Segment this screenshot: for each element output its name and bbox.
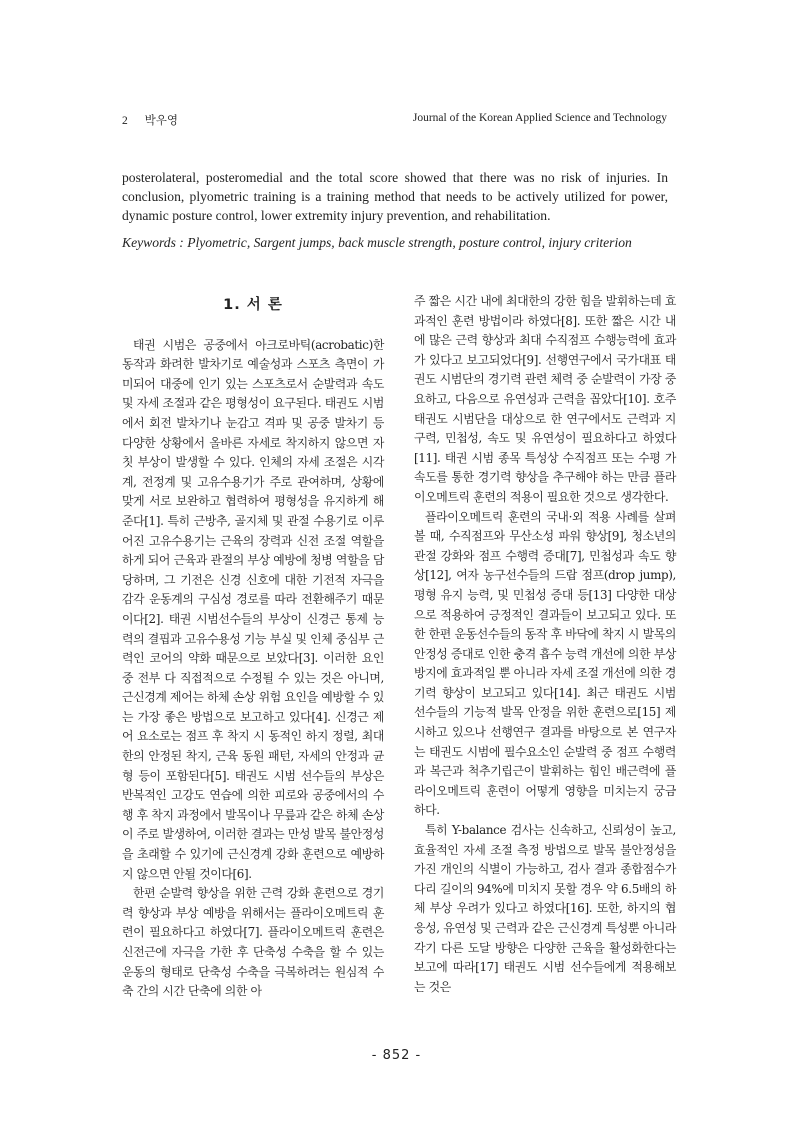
paragraph: 특히 Y-balance 검사는 신속하고, 신뢰성이 높고, 효율적인 자세 조절 측정 방법으로 발목 불안정성을 가진 개인의 식별이 가능하고, 검사 결과 종합점수가 다리 길이의 94%에 미치지 못할 경우 약 6.5배의 하체 부상 우려가 있다고 하였다[16]. 또한, 하지의 협응성, 유연성 및 근력과 같은 근신경계 특성뿐 아니라 각기 다른 도달 방향은 다양한 근육을 활성화한다는 보고에 따라[17] 태권도 시범 선수들에게 적용해보는 것은 — [414, 823, 676, 994]
section-title: 1. 서 론 — [223, 297, 283, 313]
page-number: - 852 - — [371, 1048, 422, 1063]
paragraph: 주 짧은 시간 내에 최대한의 강한 힘을 발휘하는데 효과적인 훈련 방법이라 하였다[8]. 또한 짧은 시간 내에 많은 근력 향상과 최대 수직점프 수행능력에 효과가 있다고 보고되었다[9]. 선행연구에서 국가대표 태권도 시범단의 경기력 관련 체력 중 순발력이 가장 중요하고, 다음으로 유연성과 근력을 꼽았다[10]. 호주 태권도 시범단을 대상으로 한 연구에서도 근력과 지구력, 민첩성, 속도 및 유연성이 필요하다고 하였다[11]. 태권 시범 종목 특성상 수직점프 또는 수평 가속도를 통한 경기력 향상을 추구해야 하는 만큼 플라이오메트릭 훈련의 적용이 필요한 것으로 생각한다. — [414, 294, 676, 504]
paragraph: 플라이오메트릭 훈련의 국내·외 적용 사례를 살펴볼 때, 수직점프와 무산소성 파워 향상[9], 청소년의 관절 강화와 점프 수행력 증대[7], 민첩성과 속도 향상[12], 여자 농구선수들의 드랍 점프(drop jump), 평형 유지 능력, 및 민첩성 증대 등[13] 다양한 대상으로 적용하여 긍정적인 결과들이 보고되고 있다. 또한 한편 운동선수들의 동작 후 바닥에 착지 시 발목의 안정성 증대로 인한 충격 흡수 능력 개선에 의한 부상 방지에 효과적일 뿐 아니라 자세 조절 개선에 의한 경기력 향상이 보고되고 있다[14]. 최근 태권도 시범 선수들의 기능적 발목 안정을 위한 훈련으로[15] 제시하고 있으나 선행연구 결과를 바탕으로 본 연구자는 태권도 시범에 필수요소인 순발력 중 점프 수행력과 복근과 척추기립근이 발휘하는 힘인 배근력에 플라이오메트릭 훈련이 어떻게 영향을 미치는지 궁금하다. — [414, 509, 676, 818]
right-column — [414, 292, 676, 997]
keywords: Keywords : Plyometric, Sargent jumps, back muscle strength, posture control, injury criterion — [122, 235, 632, 250]
running-header — [122, 112, 667, 128]
abstract-tail: posterolateral, posteromedial and the total score showed that there was no risk of injuries. In conclusion, plyometric training is a training method that needs to be actively utilized for power, dynamic posture control, lower extremity injury prevention, and rehabilitation. — [122, 170, 668, 223]
header-author: 박우영 — [144, 115, 178, 127]
paragraph: 태권 시범은 공중에서 아크로바틱(acrobatic)한 동작과 화려한 발차기로 예술성과 스포츠 측면이 가미되어 대중에 인기 있는 스포츠로서 순발력과 속도 및 자세 조절과 같은 평형성이 요구된다. 태권도 시범에서 회전 발차기나 눈감고 격파 및 공중 발차기 등 다양한 상황에서 올바른 자세로 착지하지 않으면 자칫 부상이 발생할 수 있다. 인체의 자세 조절은 시각계, 전정계 및 고유수용기가 주로 관여하며, 상황에 맞게 서로 보완하고 협력하여 평형성을 유지하게 해준다[1]. 특히 근방추, 골지체 및 관절 수용기로 이루어진 고유수용기는 근육의 장력과 신전 조절 역할을 하게 되어 근육과 관절의 부상 예방에 청병 역할을 담당하며, 그 기전은 신경 신호에 대한 기전적 자극을 감각 운동계의 구심성 경로를 따라 전환해주기 때문이다[2]. 태권 시범선수들의 부상이 신경근 통제 능력의 결핍과 고유수용성 기능 부실 및 인체 중심부 근력인 코어의 약화 때문으로 보았다[3]. 이러한 요인 중 전부 다 직접적으로 수정될 수 있는 것은 아니며, 근신경계 제어는 하체 손상 위험 요인을 예방할 수 있는 가장 좋은 방법으로 보고하고 있다[4]. 신경근 제어 요소로는 점프 후 착지 시 동적인 하지 정렬, 최대한의 안정된 착지, 근육 동원 패턴, 자세의 안정과 균형 등이 포함된다[5]. 태권도 시범 선수들의 부상은 반복적인 고강도 연습에 의한 피로와 공중에서의 수행 후 착지 과정에서 발목이나 무릎과 같은 하체 손상이 주로 발생하여, 이러한 결과는 만성 발목 불안정성을 초래할 수 있기에 근신경계 강화 훈련으로 예방하지 않으면 안될 것이다[6]. — [122, 337, 384, 881]
header-journal: Journal of the Korean Applied Science and Technology — [412, 112, 667, 124]
header-left — [122, 112, 192, 128]
left-column — [122, 292, 384, 1002]
header-page-number: 2 — [122, 115, 128, 127]
paragraph: 한편 순발력 향상을 위한 근력 강화 훈련으로 경기력 향상과 부상 예방을 위해서는 플라이오메트릭 훈련이 필요하다고 하였다[7]. 플라이오메트릭 훈련은 신전근에 자극을 가한 후 단축성 수축을 할 수 있는 운동의 형태로 단축성 수축을 극복하려는 원심적 수축 간의 시간 단축에 의한 아 — [122, 886, 384, 999]
